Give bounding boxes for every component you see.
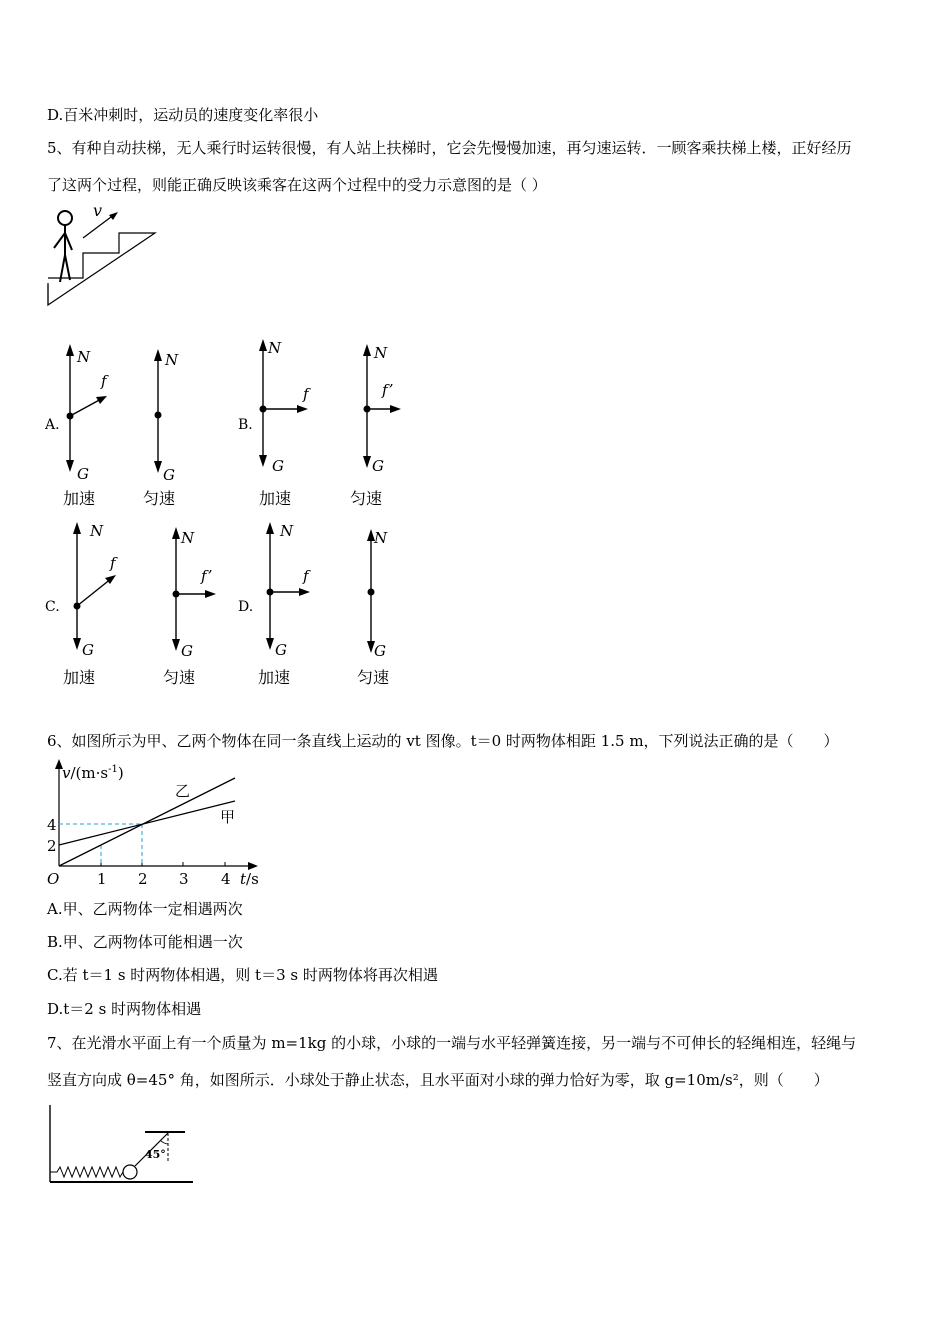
escalator-figure (45, 200, 160, 310)
friction-label: f (110, 554, 116, 572)
friction-prime-label: f’ (382, 381, 394, 399)
series-yi-line (59, 778, 235, 866)
gravity-label: G (372, 457, 384, 475)
gravity-label: G (82, 641, 94, 659)
q5-option-a-letter: A. (45, 417, 60, 433)
series-jia-line (59, 801, 235, 845)
friction-prime-label: f’ (201, 567, 213, 585)
caption-accel: 加速 (63, 668, 96, 687)
normal-force-label: N (268, 339, 282, 357)
xtick-3: 3 (179, 870, 189, 888)
caption-uniform: 匀速 (357, 668, 390, 687)
q6-option-c: C.若 t＝1 s 时两物体相遇，则 t＝3 s 时两物体将再次相遇 (47, 966, 438, 984)
q7-stem-line2: 竖直方向成 θ=45° 角，如图所示．小球处于静止状态，且水平面对小球的弹力恰好为零，取 g=10m/s²，则（ ） (47, 1071, 829, 1089)
normal-force-label: N (77, 348, 91, 366)
normal-force-label: N (165, 351, 179, 369)
caption-accel: 加速 (63, 489, 96, 508)
gravity-label: G (374, 642, 386, 660)
q5-stem-line1: 5、有种自动扶梯，无人乘行时运转很慢，有人站上扶梯时，它会先慢慢加速，再匀速运转．一顾客乘扶梯上楼，正好经历 (47, 139, 852, 157)
caption-uniform: 匀速 (163, 668, 196, 687)
gravity-label: G (275, 641, 287, 659)
q6-option-d: D.t＝2 s 时两物体相遇 (47, 1000, 202, 1018)
force-diagram-a-accel (55, 340, 125, 483)
force-diagram-b-uniform (352, 340, 422, 475)
force-diagram-a-uniform (143, 345, 193, 484)
origin-label: O (47, 870, 60, 888)
force-diagram-c-accel (62, 518, 132, 658)
caption-accel: 加速 (258, 668, 291, 687)
force-diagram-c-uniform (161, 523, 231, 658)
angle-label: 45° (145, 1148, 166, 1161)
series-jia-label: 甲 (220, 808, 236, 826)
friction-label: f (101, 372, 107, 390)
friction-label: f (303, 567, 309, 585)
series-yi-label: 乙 (175, 782, 191, 800)
friction-label: f (303, 385, 309, 403)
xtick-4: 4 (221, 870, 231, 888)
caption-uniform: 匀速 (143, 489, 176, 508)
caption-uniform: 匀速 (350, 489, 383, 508)
q4-option-d: D.百米冲刺时，运动员的速度变化率很小 (47, 106, 319, 124)
y-axis-label: $v/(m\cdot s^{-1})$ (62, 764, 124, 782)
force-diagram-d-accel (255, 518, 330, 658)
force-diagram-b-accel (248, 335, 323, 475)
caption-accel: 加速 (259, 489, 292, 508)
normal-force-label: N (374, 529, 388, 547)
gravity-label: G (163, 466, 175, 484)
q5-option-b-letter: B. (238, 417, 253, 433)
q5-option-d-letter: D. (238, 599, 254, 615)
q7-stem-line1: 7、在光滑水平面上有一个质量为 m=1kg 的小球，小球的一端与水平轻弹簧连接，另一端与不可伸长的轻绳相连，轻绳与 (47, 1034, 857, 1052)
spring-ball-figure (45, 1100, 200, 1190)
q6-option-a: A.甲、乙两物体一定相遇两次 (47, 900, 243, 918)
q6-option-b: B.甲、乙两物体可能相遇一次 (47, 933, 243, 951)
normal-force-label: N (280, 522, 294, 540)
normal-force-label: N (181, 529, 195, 547)
xtick-2: 2 (138, 870, 148, 888)
gravity-label: G (181, 642, 193, 660)
q6-stem: 6、如图所示为甲、乙两个物体在同一条直线上运动的 vt 图像。t＝0 时两物体相距 1.5 m，下列说法正确的是（ ） (47, 732, 839, 750)
normal-force-label: N (374, 344, 388, 362)
ytick-2: 2 (47, 837, 57, 855)
force-diagram-d-uniform (356, 525, 406, 660)
xtick-1: 1 (97, 870, 107, 888)
gravity-label: G (77, 465, 89, 483)
x-axis-label: t/s (240, 870, 259, 888)
normal-force-label: N (90, 522, 104, 540)
velocity-label: v (93, 201, 103, 220)
gravity-label: G (272, 457, 284, 475)
ytick-4: 4 (47, 816, 57, 834)
vt-graph (42, 758, 272, 893)
q5-stem-line2: 了这两个过程，则能正确反映该乘客在这两个过程中的受力示意图的是（ ） (47, 176, 547, 194)
q5-option-c-letter: C. (45, 599, 60, 615)
